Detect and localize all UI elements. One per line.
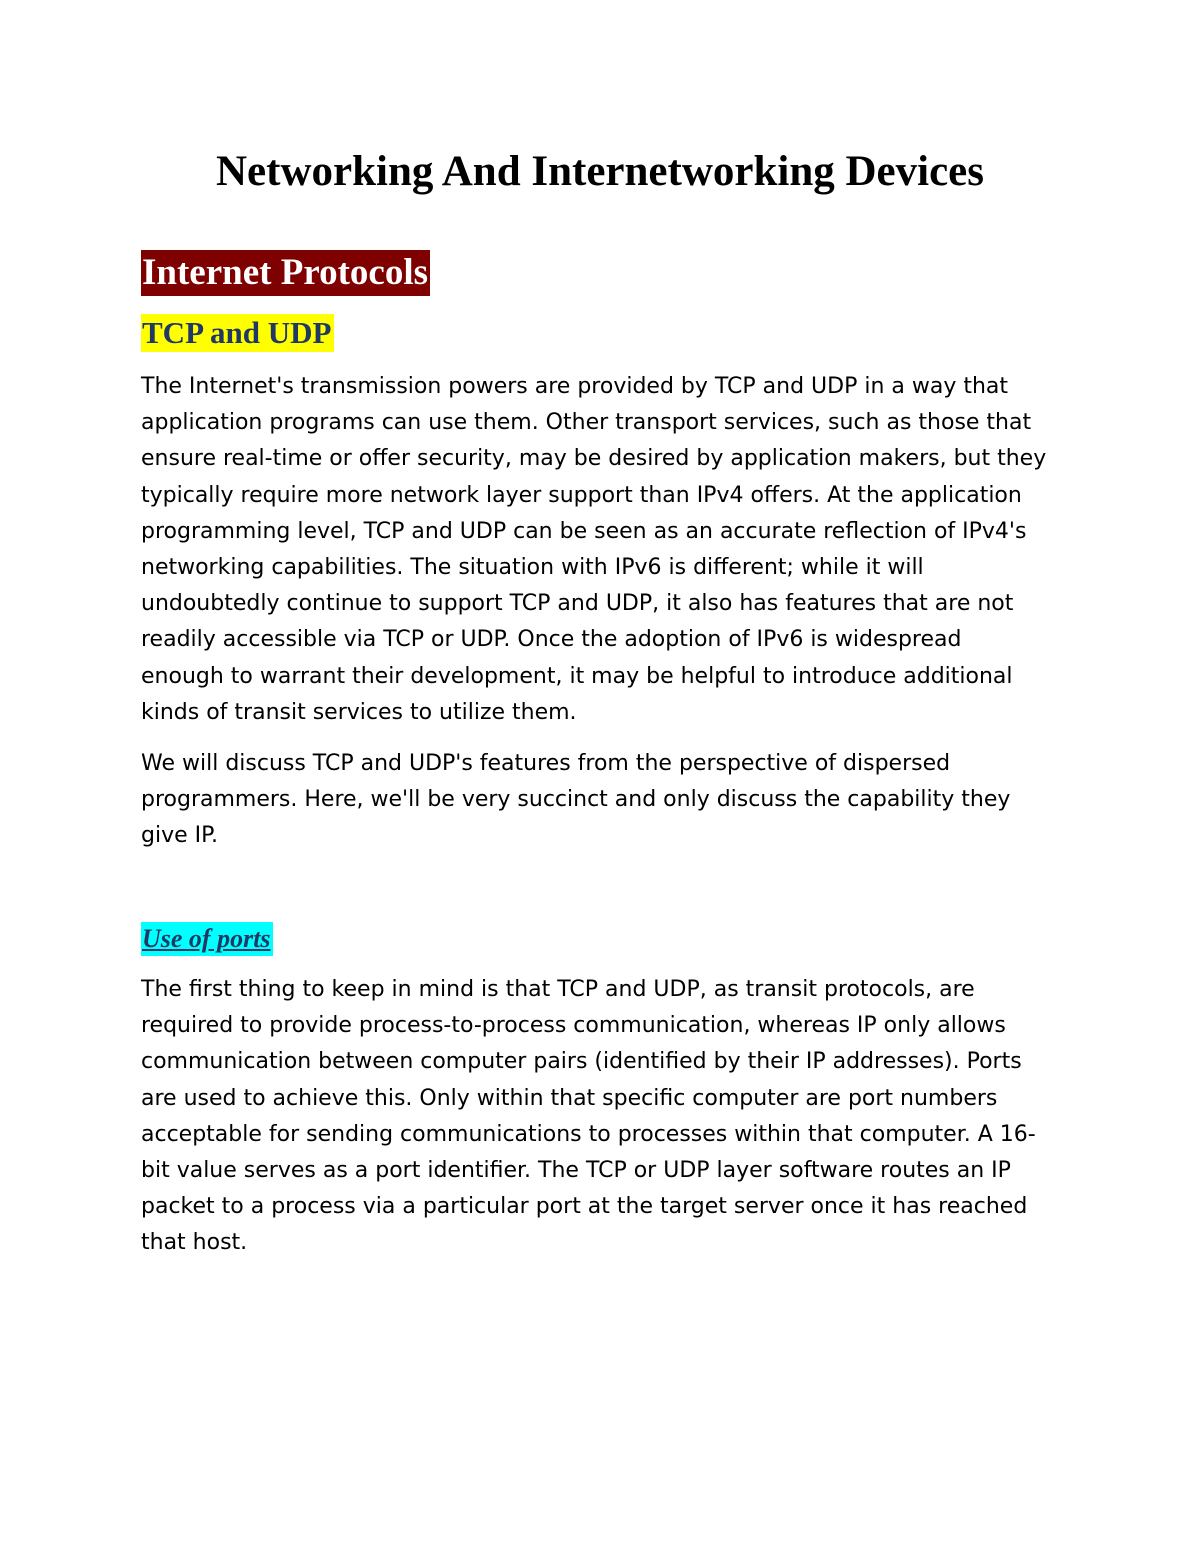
paragraph-line: We will discuss TCP and UDP's features from the perspective of dispersed bbox=[141, 751, 951, 776]
paragraph-line: enough to warrant their development, it may be helpful to introduce additional bbox=[141, 663, 1013, 689]
paragraph-line: kinds of transit services to utilize them. bbox=[141, 699, 577, 725]
paragraph-line: readily accessible via TCP or UDP. Once the adoption of IPv6 is widespread bbox=[141, 627, 962, 653]
paragraph-line: give IP. bbox=[141, 823, 218, 849]
paragraph-line: acceptable for sending communications to processes within that computer. A 16- bbox=[141, 1121, 1036, 1147]
paragraph-line: networking capabilities. The situation with IPv6 is different; while it will bbox=[141, 555, 924, 581]
paragraph-line: required to provide process-to-process communication, whereas IP only allows bbox=[141, 1013, 1006, 1039]
paragraph-tcp-udp-intro bbox=[141, 369, 1071, 731]
paragraph-line: programmers. Here, we'll be very succinct and only discuss the capability they bbox=[141, 787, 1011, 813]
paragraph-features-overview bbox=[141, 746, 1071, 855]
paragraph-use-of-ports bbox=[141, 972, 1071, 1262]
subsection-heading-tcp-udp: TCP and UDP bbox=[141, 314, 334, 352]
paragraph-line: that host. bbox=[141, 1230, 248, 1256]
paragraph-line: communication between computer pairs (identified by their IP addresses). Ports bbox=[141, 1049, 1022, 1075]
paragraph-line: The Internet's transmission powers are provided by TCP and UDP in a way that bbox=[141, 374, 1009, 399]
paragraph-line: typically require more network layer support than IPv4 offers. At the application bbox=[141, 482, 1022, 508]
paragraph-line: The first thing to keep in mind is that TCP and UDP, as transit protocols, are bbox=[141, 977, 975, 1002]
subsection-heading-use-of-ports: Use of ports bbox=[141, 922, 273, 956]
paragraph-line: ensure real-time or offer security, may be desired by application makers, but they bbox=[141, 446, 1047, 472]
paragraph-line: are used to achieve this. Only within that specific computer are port numbers bbox=[141, 1085, 998, 1111]
paragraph-line: programming level, TCP and UDP can be seen as an accurate reflection of IPv4's bbox=[141, 518, 1027, 544]
paragraph-line: bit value serves as a port identifier. The TCP or UDP layer software routes an IP bbox=[141, 1158, 1011, 1184]
paragraph-line: undoubtedly continue to support TCP and UDP, it also has features that are not bbox=[141, 591, 1014, 617]
page-title: Networking And Internetworking Devices bbox=[216, 148, 984, 195]
paragraph-line: packet to a process via a particular port at the target server once it has reached bbox=[141, 1194, 1028, 1220]
section-heading-internet-protocols: Internet Protocols bbox=[141, 250, 430, 296]
paragraph-line: application programs can use them. Other transport services, such as those that bbox=[141, 410, 1032, 436]
